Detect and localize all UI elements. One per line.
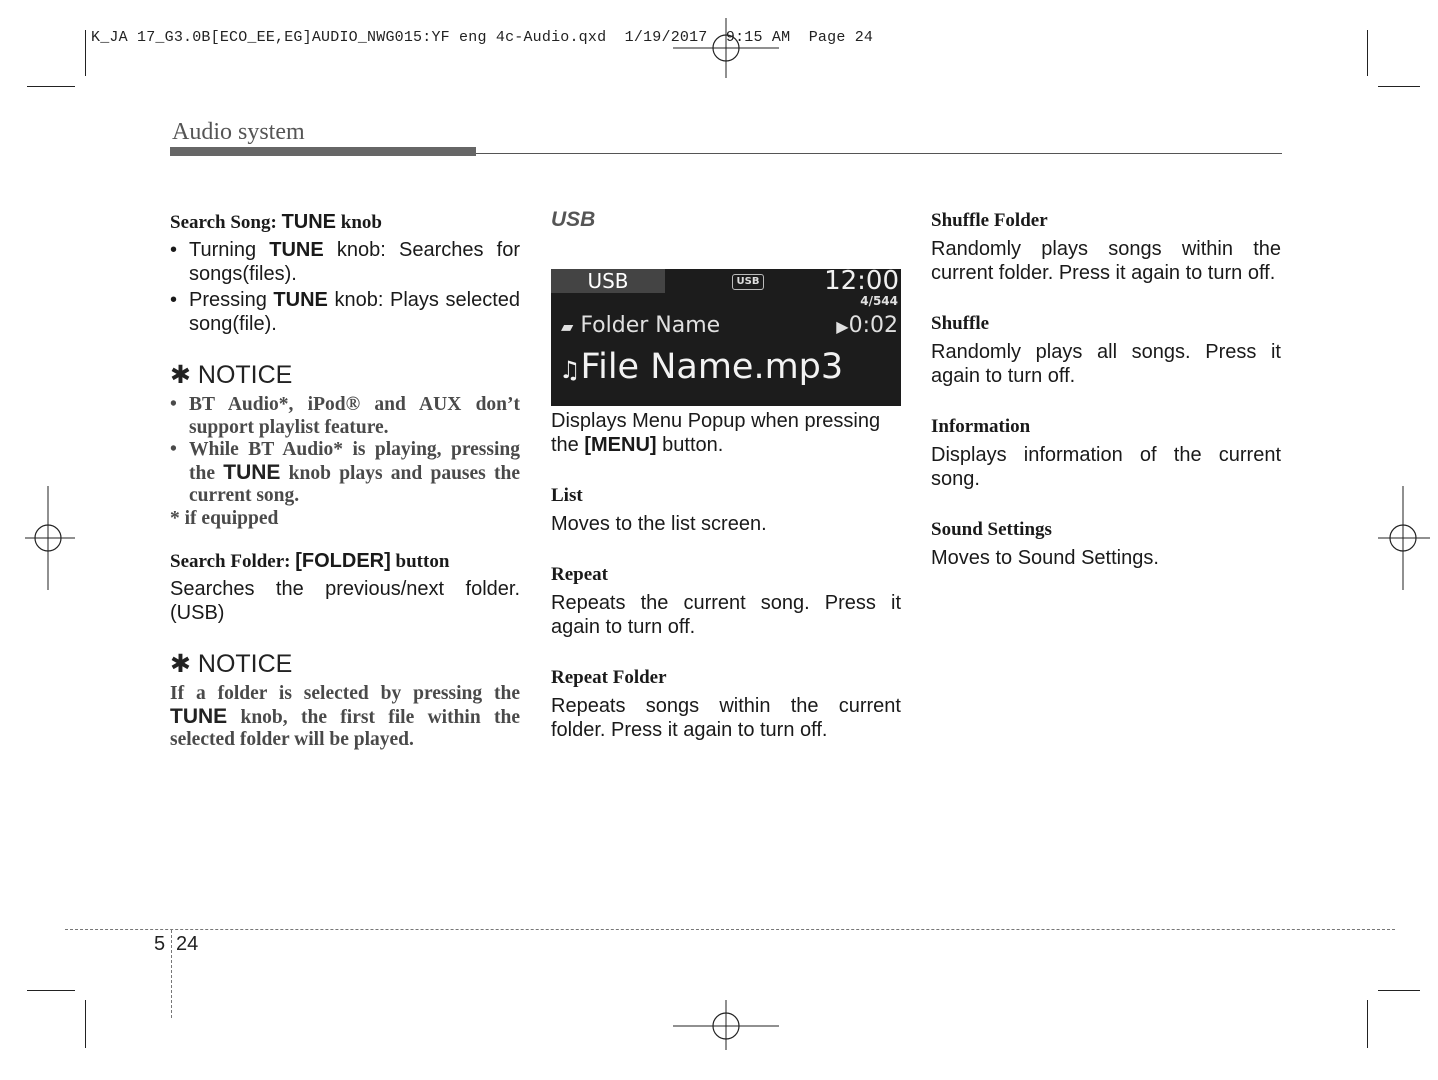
chapter-number: 5 [154,933,166,955]
crop-mark [27,990,75,991]
notice-text: If a folder is selected by pressing the [170,683,520,704]
information-heading: Information [931,416,1031,437]
music-note-icon: ♫ [559,356,581,384]
shuffle-folder-text: Randomly plays songs within the current folder. Press it again to turn off. [931,238,1281,284]
footer-divider [171,930,172,1018]
section-title: Audio system [172,119,305,145]
bullet-text: Turning [189,239,270,261]
notice-body [170,394,520,530]
track-count: 4/544 [860,294,898,308]
file-row [559,347,843,387]
caption-text: Displays Menu Popup when pressing the [551,410,881,456]
header-rule-accent [170,147,476,156]
list-text: Moves to the list screen. [551,513,767,535]
bullet-icon: • [170,289,178,311]
registration-mark-icon [25,486,75,590]
folder-icon: ▰ [561,317,574,336]
list-item [170,439,520,508]
sound-settings-text: Moves to Sound Settings. [931,547,1159,569]
notice-text: While BT Audio* is playing, pressing the [189,439,520,484]
column-left [170,208,520,752]
repeat-text: Repeats the current song. Press it again to turn off. [551,592,901,638]
footnote: * if equipped [170,507,279,529]
heading-text: knob [340,212,382,233]
usb-display-screen [551,269,901,406]
keyword: TUNE [223,460,281,484]
list-item [170,394,520,439]
heading-keyword: [FOLDER] [295,550,391,572]
notice-text: BT Audio*, iPod® and AUX don’t support playlist feature. [189,394,520,438]
heading-text: button [395,551,450,572]
bullet-icon: • [170,239,178,261]
repeat-folder-heading: Repeat Folder [551,667,667,688]
repeat-heading: Repeat [551,564,608,585]
search-song-heading [170,211,520,234]
list-heading: List [551,485,583,506]
footer-rule [65,929,1395,930]
repeat-folder-text: Repeats songs within the current folder. Press it again to turn off. [551,695,901,741]
crop-mark [27,86,75,87]
notice-heading: ✱ NOTICE [170,650,293,678]
page-number: 24 [176,933,199,955]
keyword: TUNE [170,704,228,728]
shuffle-text: Randomly plays all songs. Press it again to turn off. [931,341,1281,387]
file-name: File Name.mp3 [580,347,844,387]
shuffle-heading: Shuffle [931,313,990,334]
heading-text: Search Song: [170,212,277,233]
crop-mark [1378,86,1420,87]
notice-body [170,683,520,752]
keyword: TUNE [269,239,324,261]
crop-mark [1378,990,1420,991]
keyword: [MENU] [584,434,657,456]
caption-text: button. [656,434,724,456]
folder-name: Folder Name [580,313,721,338]
folder-row [561,313,720,338]
bullet-icon: • [170,439,177,460]
registration-mark-icon [673,18,779,78]
column-right [931,208,1281,570]
usb-badge-icon: USB [732,274,764,290]
print-slug-line: K_JA 17_G3.0B[ECO_EE,EG]AUDIO_NWG015:YF eng 4c-Audio.qxd 1/19/2017 9:15 AM Page 24 [91,29,874,46]
registration-mark-icon [1378,486,1430,590]
sound-settings-heading: Sound Settings [931,519,1052,540]
crop-mark [1367,1000,1368,1048]
search-folder-text: Searches the previous/next folder. (USB) [170,578,520,624]
bullet-text: Pressing [189,289,274,311]
elapsed-time-row [836,313,898,338]
elapsed-time: 0:02 [848,313,898,338]
screen-clock: 12:00 [824,269,899,296]
crop-mark [85,30,86,76]
shuffle-folder-heading: Shuffle Folder [931,210,1048,231]
keyword: TUNE [273,289,328,311]
play-icon: ▶ [836,317,849,336]
crop-mark [1367,30,1368,76]
notice-text: knob, the first file within the selected folder will be played. [170,706,520,750]
menu-popup-caption [551,409,901,457]
list-item [170,238,520,286]
notice-heading: ✱ NOTICE [170,361,293,389]
heading-text: Search Folder: [170,551,291,572]
notice-text: knob plays and pauses the current song. [189,462,521,506]
bullet-text: knob: Searches for songs(files). [189,239,520,285]
bullet-icon: • [170,394,177,415]
search-folder-heading [170,550,520,573]
registration-mark-icon [673,1000,779,1050]
heading-keyword: TUNE [281,211,337,233]
usb-heading: USB [551,208,596,231]
information-text: Displays information of the current song. [931,444,1281,490]
column-middle [551,208,901,742]
list-item [170,288,520,336]
bullet-text: knob: Plays selected song(file). [189,289,520,335]
crop-mark [85,1000,86,1048]
screen-source-tab: USB [551,269,665,293]
